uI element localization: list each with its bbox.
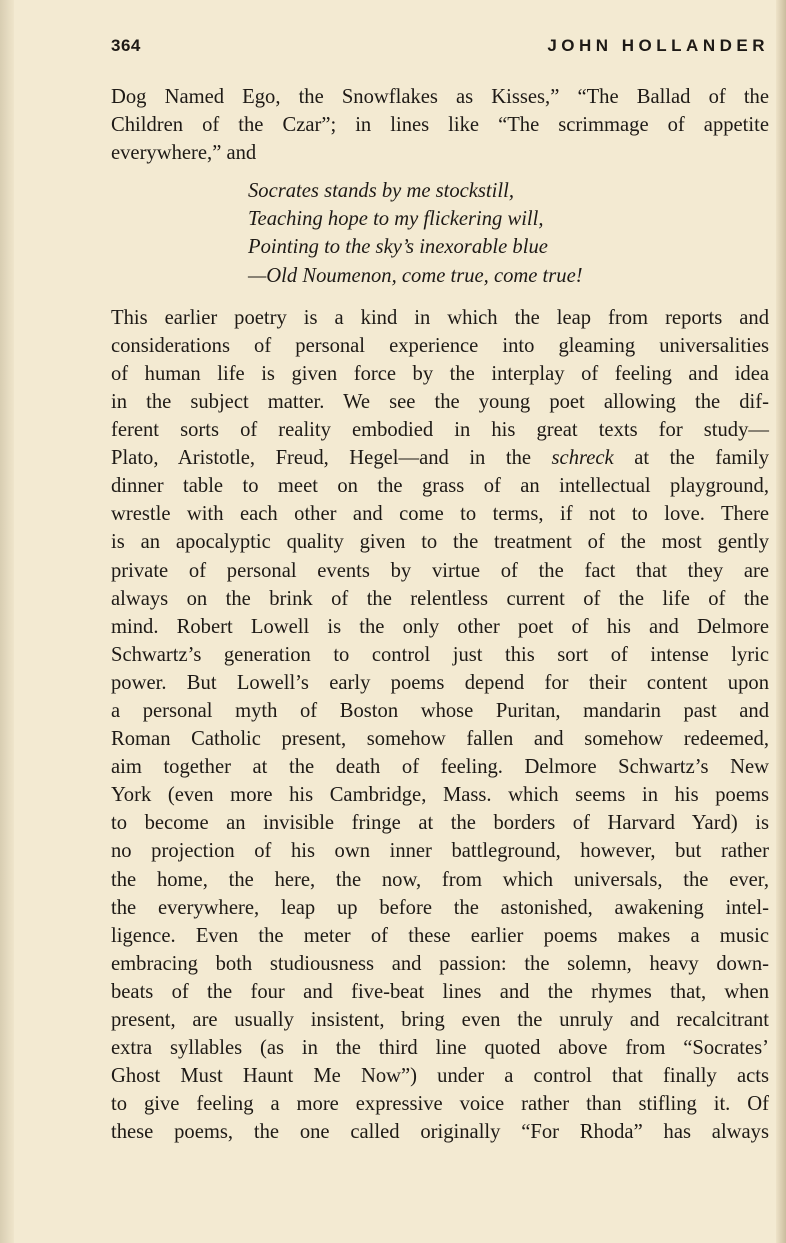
text-line: beats of the four and five-beat lines and the rhymes that, when xyxy=(111,980,769,1003)
text-line: no projection of his own inner battleground, however, but rather xyxy=(111,840,769,863)
text-line: Schwartz’s generation to control just this sort of intense lyric xyxy=(111,643,769,666)
text-line: everywhere,” and xyxy=(111,142,257,165)
text-line: ligence. Even the meter of these earlier poems makes a music xyxy=(111,924,769,947)
intro-paragraph xyxy=(111,83,769,167)
text-line: Dog Named Ego, the Snowflakes as Kisses,” “The Ballad of the xyxy=(111,86,769,108)
verse-line: Teaching hope to my flickering will, xyxy=(248,208,544,231)
text-line: ferent sorts of reality embodied in his great texts for study— xyxy=(111,419,769,442)
text-line: a personal myth of Boston whose Puritan, mandarin past and xyxy=(111,699,769,722)
running-head xyxy=(111,36,769,66)
text-line: wrestle with each other and come to terms, if not to love. There xyxy=(111,503,769,526)
verse-line: Socrates stands by me stockstill, xyxy=(248,180,514,203)
text-line: of human life is given force by the interplay of feeling and idea xyxy=(111,362,769,385)
text-line: private of personal events by virtue of the fact that they are xyxy=(111,559,769,582)
text-run: at the family xyxy=(613,447,769,470)
text-line: embracing both studiousness and passion: the solemn, heavy down- xyxy=(111,952,769,975)
text-line: mind. Robert Lowell is the only other poet of his and Delmore xyxy=(111,615,769,638)
text-line: aim together at the death of feeling. Delmore Schwartz’s New xyxy=(111,756,769,779)
verse-quotation xyxy=(248,177,769,289)
text-line: is an apocalyptic quality given to the treatment of the most gently xyxy=(111,531,769,554)
page-number: 364 xyxy=(111,36,141,55)
text-line: This earlier poetry is a kind in which the leap from reports and xyxy=(111,306,769,329)
text-line: these poems, the one called originally “For Rhoda” has always xyxy=(111,1121,769,1144)
verse-line: —Old Noumenon, come true, come true! xyxy=(248,264,583,287)
text-line: Children of the Czar”; in lines like “The scrimmage of appetite xyxy=(111,114,769,137)
text-line: dinner table to meet on the grass of an intellectual playground, xyxy=(111,475,769,498)
text-line: in the subject matter. We see the young poet allowing the dif- xyxy=(111,390,769,413)
page-gutter-shadow xyxy=(0,0,14,1243)
text-line: the home, the here, the now, from which universals, the ever, xyxy=(111,868,769,891)
text-line: extra syllables (as in the third line quoted above from “Socrates’ xyxy=(111,1037,769,1060)
text-line: the everywhere, leap up before the astonished, awakening intel- xyxy=(111,896,769,919)
page-edge-shadow xyxy=(776,0,786,1243)
text-line: to become an invisible fringe at the borders of Harvard Yard) is xyxy=(111,812,769,835)
text-line: always on the brink of the relentless current of the life of the xyxy=(111,587,769,610)
italic-word: schreck xyxy=(551,447,614,470)
text-line: Ghost Must Haunt Me Now”) under a control that finally acts xyxy=(111,1065,769,1088)
text-line: Roman Catholic present, somehow fallen and somehow redeemed, xyxy=(111,728,769,751)
text-line: considerations of personal experience into gleaming universalities xyxy=(111,334,769,357)
running-head-author: JOHN HOLLANDER xyxy=(547,36,769,55)
text-run: Plato, Aristotle, Freud, Hegel—and in the xyxy=(111,447,552,470)
verse-line: Pointing to the sky’s inexorable blue xyxy=(248,236,548,259)
text-line: present, are usually insistent, bring even the unruly and recalcitrant xyxy=(111,1009,769,1031)
text-line: to give feeling a more expressive voice rather than stifling it. Of xyxy=(111,1093,769,1116)
body-paragraph xyxy=(111,304,769,1147)
text-line: power. But Lowell’s early poems depend for their content upon xyxy=(111,671,769,694)
page-text xyxy=(111,83,769,1146)
text-line: York (even more his Cambridge, Mass. which seems in his poems xyxy=(111,784,769,807)
text-line-schreck xyxy=(111,444,769,472)
